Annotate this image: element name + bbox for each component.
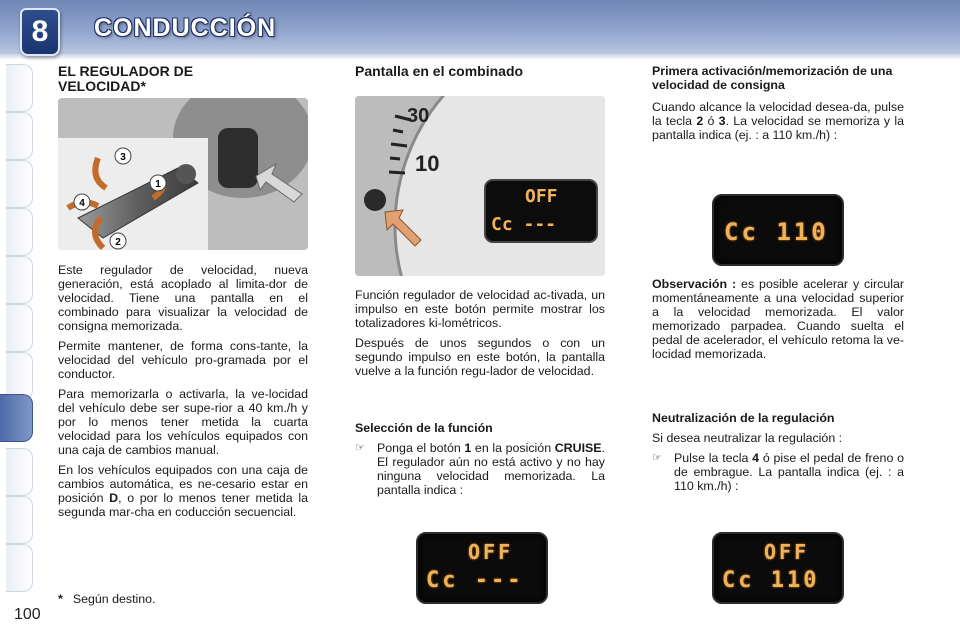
chapter-tab[interactable] xyxy=(6,64,33,112)
display-line2: Cc --- xyxy=(426,568,524,593)
section-title-regulador-2: VELOCIDAD* xyxy=(58,78,146,94)
chapter-tab[interactable] xyxy=(6,544,33,592)
column-2-title xyxy=(355,64,605,79)
paragraph: Para memorizarla o activarla, la ve-locidad del vehículo debe ser supe-rior a 40 km./h y por lo menos tener metida la cuarta velocidad para los vehículos equipados con una caja de cambios manual. xyxy=(58,387,308,457)
bullet-text: Pulse la tecla 4 ó pise el pedal de freno o de embrague. La pantalla indica (ej. : a 110 km./h) : xyxy=(674,451,904,493)
paragraph: Después de unos segundos o con un segundo impulso en este botón, la pantalla vuelve a la función regu-lador de velocidad. xyxy=(355,336,605,378)
column-3-text-top xyxy=(652,64,904,148)
chapter-tab[interactable] xyxy=(6,208,33,256)
chapter-title: CONDUCCIÓN xyxy=(94,14,277,42)
paragraph: Observación : es posible acelerar y circular momentáneamente a una velocidad superior a la velocidad memorizada. El valor memorizado parpadea. Cuando suelta el pedal de acelerador, el vehículo retoma la ve-locidad memorizada. xyxy=(652,277,904,361)
bullet-item xyxy=(355,441,605,497)
gauge-10: 10 xyxy=(415,151,440,176)
obs-label: Observación : xyxy=(652,277,737,291)
hand-pointer-icon: ☞ xyxy=(652,452,662,464)
display-off-cc-dashes xyxy=(416,532,548,604)
chapter-number-badge: 8 xyxy=(20,8,60,56)
gauge-display-line2: Cc --- xyxy=(491,214,557,235)
paragraph: Este regulador de velocidad, nueva generación, está acoplado al limita-dor de velocidad. Tiene una pantalla en el combinado para visualizar la velocidad de consigna memorizada. xyxy=(58,263,308,333)
bullet-item xyxy=(652,451,904,493)
label-2: 2 xyxy=(115,237,121,248)
gauge-display-line1: OFF xyxy=(525,186,558,207)
section-title-seleccion: Selección de la función xyxy=(355,421,493,435)
chapter-tab[interactable] xyxy=(6,496,33,544)
page-number: 100 xyxy=(14,606,41,623)
display-line1: OFF xyxy=(764,540,810,564)
chapter-tab[interactable] xyxy=(6,304,33,352)
cluster-photo xyxy=(355,96,605,276)
label-4: 4 xyxy=(79,198,85,209)
section-title-neutralizacion: Neutralización de la regulación xyxy=(652,411,835,425)
display-off-cc-110 xyxy=(712,532,844,604)
display-line2: Cc 110 xyxy=(722,568,820,593)
paragraph: En los vehículos equipados con una caja de cambios automática, es ne-cesario estar en posición D, o por lo menos tener metida la segunda mar-cha en coducción secuencial. xyxy=(58,463,308,519)
header-fade xyxy=(0,54,960,60)
footnote-text: Según destino. xyxy=(72,592,156,606)
column-3-neutralizacion xyxy=(652,411,904,493)
stalk-photo xyxy=(58,98,308,250)
column-2-selection xyxy=(355,421,605,497)
label-3: 3 xyxy=(120,152,126,163)
chapter-tab-active[interactable] xyxy=(0,394,33,442)
footnote-mark: * xyxy=(58,592,63,606)
chapter-tab[interactable] xyxy=(6,160,33,208)
footnote xyxy=(58,592,308,606)
bullet-text: Ponga el botón 1 en la posición CRUISE. El regulador aún no está activo y no hay ninguna velocidad memorizada. La pantalla indica : xyxy=(377,441,605,497)
paragraph: Función regulador de velocidad ac-tivada, un impulso en este botón permite mostrar los totalizadores ki-lométricos. xyxy=(355,288,605,330)
paragraph: Permite mantener, de forma cons-tante, la velocidad del vehículo pro-gramada por el conductor. xyxy=(58,339,308,381)
chapter-tab[interactable] xyxy=(6,448,33,496)
section-title-regulador: EL REGULADOR DE xyxy=(58,63,194,79)
chapter-tab[interactable] xyxy=(6,352,33,400)
paragraph: Cuando alcance la velocidad desea-da, pulse la tecla 2 ó 3. La velocidad se memoriza y la pantalla indica (ej. : a 110 km./h) : xyxy=(652,100,904,142)
column-1-text xyxy=(58,263,308,525)
chapter-tab[interactable] xyxy=(6,112,33,160)
stalk-illustration xyxy=(58,98,308,250)
column-1 xyxy=(58,64,308,94)
display-line1: OFF xyxy=(468,540,514,564)
label-1: 1 xyxy=(155,179,161,190)
section-title-activacion: Primera activación/memorización de una velocidad de consigna xyxy=(652,64,893,92)
section-title-pantalla: Pantalla en el combinado xyxy=(355,63,524,79)
display-cc-110 xyxy=(712,194,844,266)
gauge-30: 30 xyxy=(407,105,430,127)
chapter-tabs xyxy=(0,64,34,574)
hand-pointer-icon: ☞ xyxy=(355,442,365,454)
cluster-illustration xyxy=(355,96,605,276)
column-2-text xyxy=(355,288,605,384)
display-value: Cc 110 xyxy=(724,218,829,246)
column-3-observacion xyxy=(652,277,904,367)
paragraph: Si desea neutralizar la regulación : xyxy=(652,431,843,445)
chapter-tab[interactable] xyxy=(6,256,33,304)
